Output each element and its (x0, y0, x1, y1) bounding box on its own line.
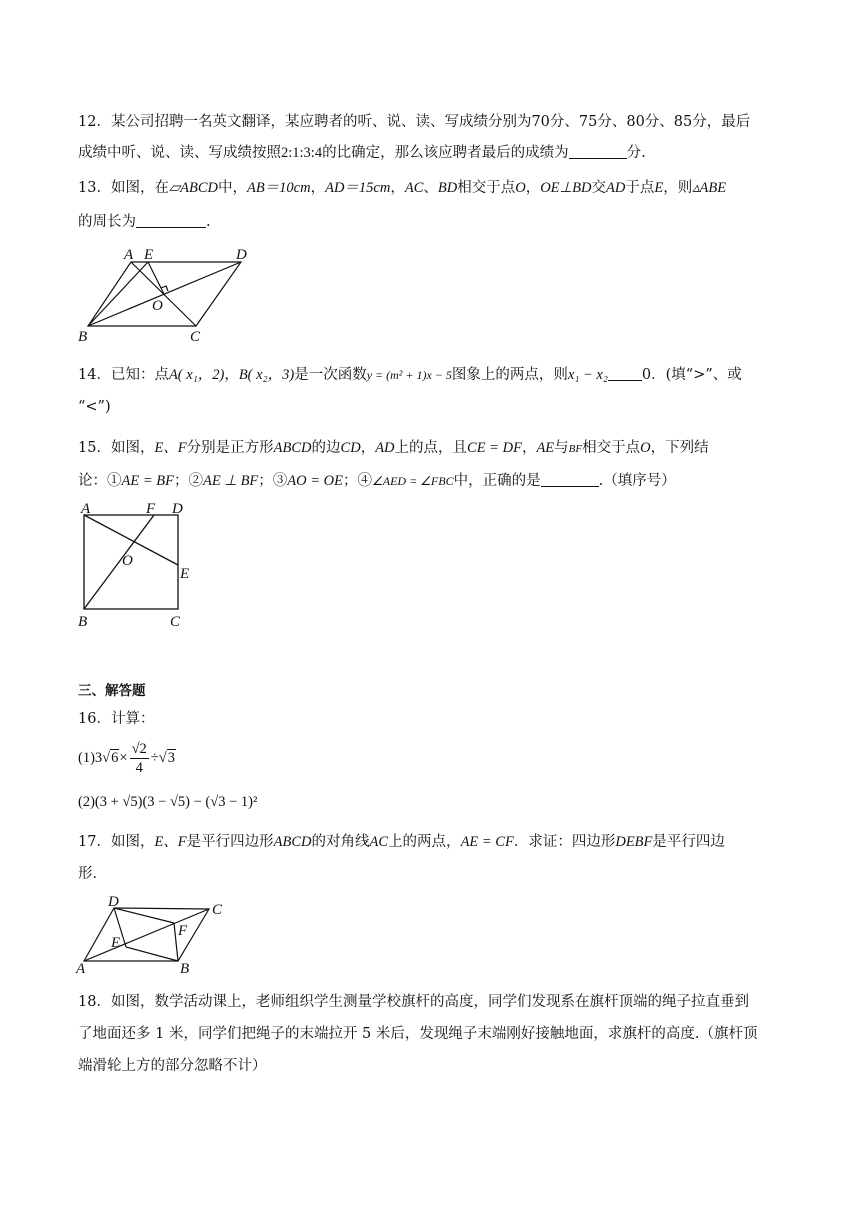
q17-label-c: C (212, 902, 223, 918)
q17-ae-cf: AE = CF (460, 834, 514, 850)
q17-line2: 形． (78, 866, 107, 882)
q17-line1 (78, 832, 725, 852)
q12-ratio: 2:1:3:4 (281, 145, 323, 161)
q13-label-d: D (236, 247, 247, 263)
q14-expression: x₁ − x₂ (567, 367, 608, 383)
q16-part1-label: (1) (78, 750, 95, 766)
q14-point-b: B( x₂，3) (238, 367, 295, 383)
q17-ef: E、F (154, 834, 187, 850)
q13-text: 于点 (625, 180, 655, 196)
q12-line1: 12．某公司招聘一名英文翻译，某应聘者的听、说、读、写成绩分别为70分、75分、80分、85分，最后 (78, 114, 751, 130)
q15-text: 的边 (311, 440, 341, 456)
q13-text: ， (525, 180, 541, 196)
q13-answer-blank (136, 212, 206, 228)
q15-conclusion-4: ∠AED = ∠FBC (371, 474, 454, 488)
q15-text: 上的点，且 (394, 440, 468, 456)
q16-part1-denominator: 4 (135, 760, 143, 777)
q16-part1-radicand-1: 6 (111, 750, 119, 766)
q14-text: 图象上的两点，则 (451, 367, 568, 383)
q15-text: ， (521, 440, 537, 456)
q13-line1 (78, 178, 726, 198)
q13-ad2: AD (606, 180, 626, 196)
q15-ce-df: CE = DF (467, 440, 522, 456)
sqrt-icon: √ (158, 750, 167, 766)
q16-part1-coef: 3 (94, 750, 103, 766)
q16-part2-label: (2) (78, 794, 95, 810)
q17-parallelogram-figure (76, 893, 236, 978)
q15-line2 (78, 471, 676, 491)
q15-conclusion-3: AO = OE (287, 473, 343, 489)
q13-line2 (78, 212, 211, 232)
q14-answer-blank (608, 365, 642, 381)
q13-text: 交 (591, 180, 606, 196)
q16-part1 (78, 740, 176, 777)
q16-part2 (78, 792, 257, 812)
q17-text: 上的两点， (388, 834, 461, 850)
q15-text: 与 (554, 440, 569, 456)
q15-label-c: C (170, 614, 181, 630)
q15-label-e: E (180, 566, 190, 582)
q16-part1-divide: ÷ (150, 750, 159, 766)
q15-text: ；③ (258, 473, 288, 489)
q13-segment-oe (148, 262, 164, 294)
q15-conclusion-1: AE = BF (121, 473, 174, 489)
q17-text: 是平行四边 (652, 834, 725, 850)
sqrt-icon: √ (102, 750, 111, 766)
q17-label-e: E (111, 935, 121, 951)
q15-abcd: ABCD (273, 440, 312, 456)
q13-text: . (206, 214, 211, 230)
q15-text: ， (360, 440, 376, 456)
q15-ad: AD (375, 440, 395, 456)
q16-part1-radicand-2: 3 (167, 750, 175, 766)
q16-part1-times: × (119, 750, 128, 766)
q15-text: ，下列结 (650, 440, 709, 456)
q14-text: 是一次函数 (294, 367, 367, 383)
q17-text: 的对角线 (311, 834, 370, 850)
q17-ac: AC (369, 834, 389, 850)
q15-prefix: 15．如图， (78, 440, 155, 456)
q15-text: ；④ (342, 473, 372, 489)
q15-label-d: D (172, 501, 183, 517)
q13-ab: AB＝10cm (246, 180, 311, 196)
q14-line2: “<”) (78, 399, 111, 415)
q14-text: 0．(填“>”、或 (641, 367, 742, 383)
q17-abcd: ABCD (273, 834, 312, 850)
q12-text-end: 分. (626, 145, 646, 161)
q13-bd: BD (437, 180, 458, 196)
q14-prefix: 14．已知：点 (78, 367, 169, 383)
q13-ac: AC (404, 180, 424, 196)
q13-text: 、 (423, 180, 438, 196)
q13-label-b: B (78, 329, 88, 345)
q14-function: y = (m² + 1)x − 5 (366, 368, 452, 382)
q17-text: 是平行四边形 (186, 834, 274, 850)
q17-text: ．求证：四边形 (513, 834, 616, 850)
q13-text: ，则 (663, 180, 693, 196)
q12-text-b: 的比确定，那么该应聘者最后的成绩为 (322, 145, 569, 161)
q13-e: E (654, 180, 664, 196)
q18-line3: 端滑轮上方的部分忽略不计） (78, 1058, 267, 1074)
q13-parallelogram: ▱ABCD (168, 180, 218, 196)
q15-conclusion-2: AE ⊥ BF (202, 473, 259, 489)
q17-label-b: B (180, 961, 190, 977)
q18-line1: 18．如图，数学活动课上，老师组织学生测量学校旗杆的高度，同学们发现系在旗杆顶端的绳子拉直垂到 (78, 994, 749, 1010)
q13-triangle: ▵ABE (692, 180, 727, 196)
q15-ae: AE (536, 440, 555, 456)
q16-part1-fraction (130, 740, 149, 777)
q13-text: 相交于点 (457, 180, 516, 196)
q15-text: 分别是正方形 (186, 440, 274, 456)
q17-debf: DEBF (615, 834, 653, 850)
q15-text: .（填序号） (598, 473, 676, 489)
q14-point-a: A( x₁，2) (168, 367, 225, 383)
q12-line2 (78, 143, 646, 163)
q13-label-c: C (190, 329, 201, 345)
q16-title: 16．计算： (78, 711, 155, 727)
q15-segment-bf (84, 515, 154, 609)
q15-ef: E、F (154, 440, 187, 456)
q15-label-a: A (81, 501, 91, 517)
q13-label-e: E (144, 247, 154, 263)
q13-ad: AD＝15cm (325, 180, 391, 196)
q15-square-figure (76, 500, 206, 630)
q17-segment-df (114, 908, 174, 923)
q13-o: O (515, 180, 526, 196)
q17-prefix: 17．如图， (78, 834, 155, 850)
section-3-title: 三、解答题 (78, 683, 146, 699)
q17-label-a: A (76, 961, 86, 977)
q13-oe: OE⊥BD (540, 180, 592, 196)
q14-line1 (78, 365, 742, 385)
q15-text: 中，正确的是 (453, 473, 541, 489)
q15-label-b: B (78, 614, 88, 630)
q15-text: 论：① (78, 473, 122, 489)
q13-text: ， (310, 180, 326, 196)
q12-text-a: 成绩中听、说、读、写成绩按照 (78, 145, 281, 161)
q15-bf: BF (568, 443, 583, 455)
q15-o: O (640, 440, 651, 456)
q17-segment-eb (126, 947, 178, 961)
q17-label-f: F (178, 923, 188, 939)
q15-text: 相交于点 (582, 440, 641, 456)
q13-segment-be (88, 262, 148, 326)
q15-line1 (78, 438, 709, 459)
q13-parallelogram-figure (76, 244, 266, 344)
q13-text: ， (390, 180, 405, 196)
q13-label-o: O (152, 298, 163, 314)
q17-diagonal-ac (84, 909, 209, 961)
q16-part1-numerator: √2 (131, 741, 147, 758)
q13-label-a: A (124, 247, 134, 263)
q16-part2-expression: (3 + √5)(3 − √5) − (√3 − 1)² (94, 794, 258, 810)
q18-line2: 了地面还多 1 米，同学们把绳子的末端拉开 5 米后，发现绳子末端刚好接触地面，求旗杆的高度.（旗杆顶 (78, 1026, 758, 1042)
q15-label-o: O (122, 553, 133, 569)
q13-prefix: 13．如图，在 (78, 180, 169, 196)
q15-text: ；② (173, 473, 203, 489)
q15-answer-blank (541, 471, 599, 487)
q12-answer-blank (569, 143, 627, 159)
q13-text: 的周长为 (78, 214, 136, 230)
q14-text: ， (224, 367, 239, 383)
q15-cd: CD (340, 440, 361, 456)
q13-text: 中， (217, 180, 247, 196)
q15-label-f: F (146, 501, 156, 517)
q17-label-d: D (108, 894, 119, 910)
